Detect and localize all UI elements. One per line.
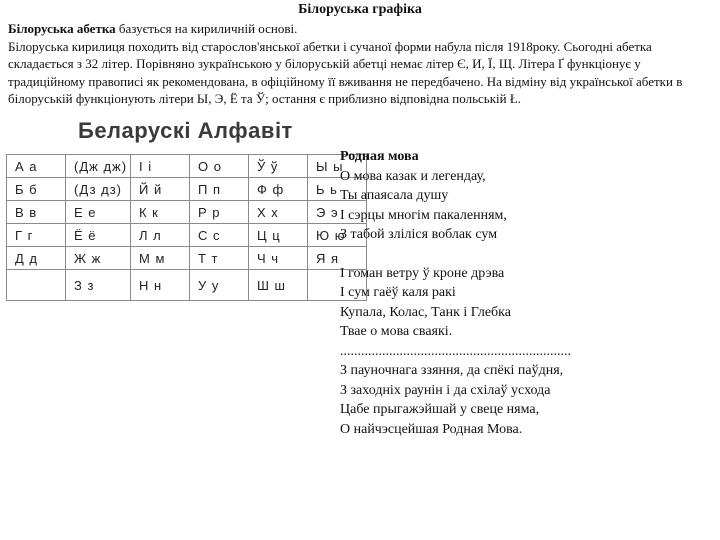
alphabet-title: Беларускі Алфавіт: [78, 118, 293, 143]
alphabet-cell: О о: [190, 155, 249, 178]
alphabet-cell: (Дз дз): [66, 178, 131, 201]
alphabet-cell: Ж ж: [66, 247, 131, 270]
intro-line-1-rest: базується на кириличній основі.: [115, 21, 298, 36]
alphabet-cell: У у: [190, 270, 249, 301]
poem-line: Твае о мова сваякі.: [340, 324, 453, 339]
alphabet-cell: Э э: [308, 201, 367, 224]
alphabet-cell: Р р: [190, 201, 249, 224]
alphabet-cell: К к: [131, 201, 190, 224]
alphabet-row: [7, 247, 367, 270]
alphabet-cell: Х х: [249, 201, 308, 224]
poem-line: З пауночнага ззяння, да спёкі паўдня,: [340, 363, 564, 378]
alphabet-cell: (Дж дж): [66, 155, 131, 178]
alphabet-cell: П п: [190, 178, 249, 201]
poem-stanza-1: [340, 167, 710, 245]
alphabet-row: [7, 155, 367, 178]
alphabet-cell: Ц ц: [249, 224, 308, 247]
intro-paragraph: [8, 20, 708, 108]
alphabet-cell: Е е: [66, 201, 131, 224]
poem-line: О мова казак и легендау,: [340, 168, 486, 184]
alphabet-cell: І і: [131, 155, 190, 178]
alphabet-cell: Ч ч: [249, 247, 308, 270]
poem-line: З табой зліліся воблак сум: [340, 227, 498, 242]
poem-line: І сум гаёў каля ракі: [340, 285, 456, 300]
alphabet-table: [6, 154, 367, 301]
alphabet-cell: Ы ы: [308, 155, 367, 178]
poem-line: Ты апаясала душу: [340, 188, 449, 203]
poem: [340, 147, 710, 439]
alphabet-cell: Ю ю: [308, 224, 367, 247]
alphabet-cell: Д д: [7, 247, 66, 270]
poem-line: І гоман ветру ў кроне дрэва: [340, 265, 505, 281]
alphabet-cell: Н н: [131, 270, 190, 301]
alphabet-cell: Ш ш: [249, 270, 308, 301]
alphabet-cell: З з: [66, 270, 131, 301]
alphabet-cell: Б б: [7, 178, 66, 201]
alphabet-row: [7, 270, 367, 301]
alphabet-cell: Ь ь: [308, 178, 367, 201]
poem-title: Родная мова: [340, 149, 419, 164]
poem-line: Цабе прыгажэйшай у свеце няма,: [340, 402, 540, 417]
alphabet-cell: Г г: [7, 224, 66, 247]
alphabet-cell: С с: [190, 224, 249, 247]
intro-bold-lead: Білоруська абетка: [8, 21, 116, 36]
alphabet-cell: В в: [7, 201, 66, 224]
alphabet-cell: А а: [7, 155, 66, 178]
stanza-gap: [340, 245, 710, 264]
alphabet-cell: Й й: [131, 178, 190, 201]
alphabet-cell: Л л: [131, 224, 190, 247]
alphabet-cell: Я я: [308, 247, 367, 270]
alphabet-cell: Ё ё: [66, 224, 131, 247]
alphabet-row: [7, 224, 367, 247]
page-title: Білоруська графіка: [298, 2, 422, 17]
poem-line: О найчэсцейшая Родная Мова.: [340, 421, 523, 437]
alphabet-cell: Ў ў: [249, 155, 308, 178]
alphabet-cell: Т т: [190, 247, 249, 270]
alphabet-row: [7, 178, 367, 201]
poem-stanza-2: [340, 264, 710, 440]
poem-line: ..................................................................: [340, 343, 571, 359]
poem-line: І сэрцы многім пакаленням,: [340, 207, 507, 223]
poem-line: Купала, Колас, Танк і Глебка: [340, 304, 511, 320]
alphabet-cell: М м: [131, 247, 190, 270]
alphabet-cell: [7, 270, 66, 301]
alphabet-row: [7, 201, 367, 224]
poem-line: З заходніх раунін і да схілаў усхода: [340, 382, 551, 398]
intro-line-1: [8, 20, 708, 38]
intro-text: Білоруська кирилиця походить від старослов'янської абетки і сучаної форми набула після 1918року. Сьогодні абетка складається з 32 літер. Порівняно зукраїнською у білоруській абетці немає літер Є, И, Ї, Щ. Літера Ґ функціонує у традиційному правописі як рекомендована, в офіційному її вживання не передбачено. На відміну від української абетки в білоруській функціонують літери Ы, Э, Ё та Ў; остання є приблизно відповідна польській Ł.: [8, 38, 683, 106]
alphabet-cell: Ф ф: [249, 178, 308, 201]
